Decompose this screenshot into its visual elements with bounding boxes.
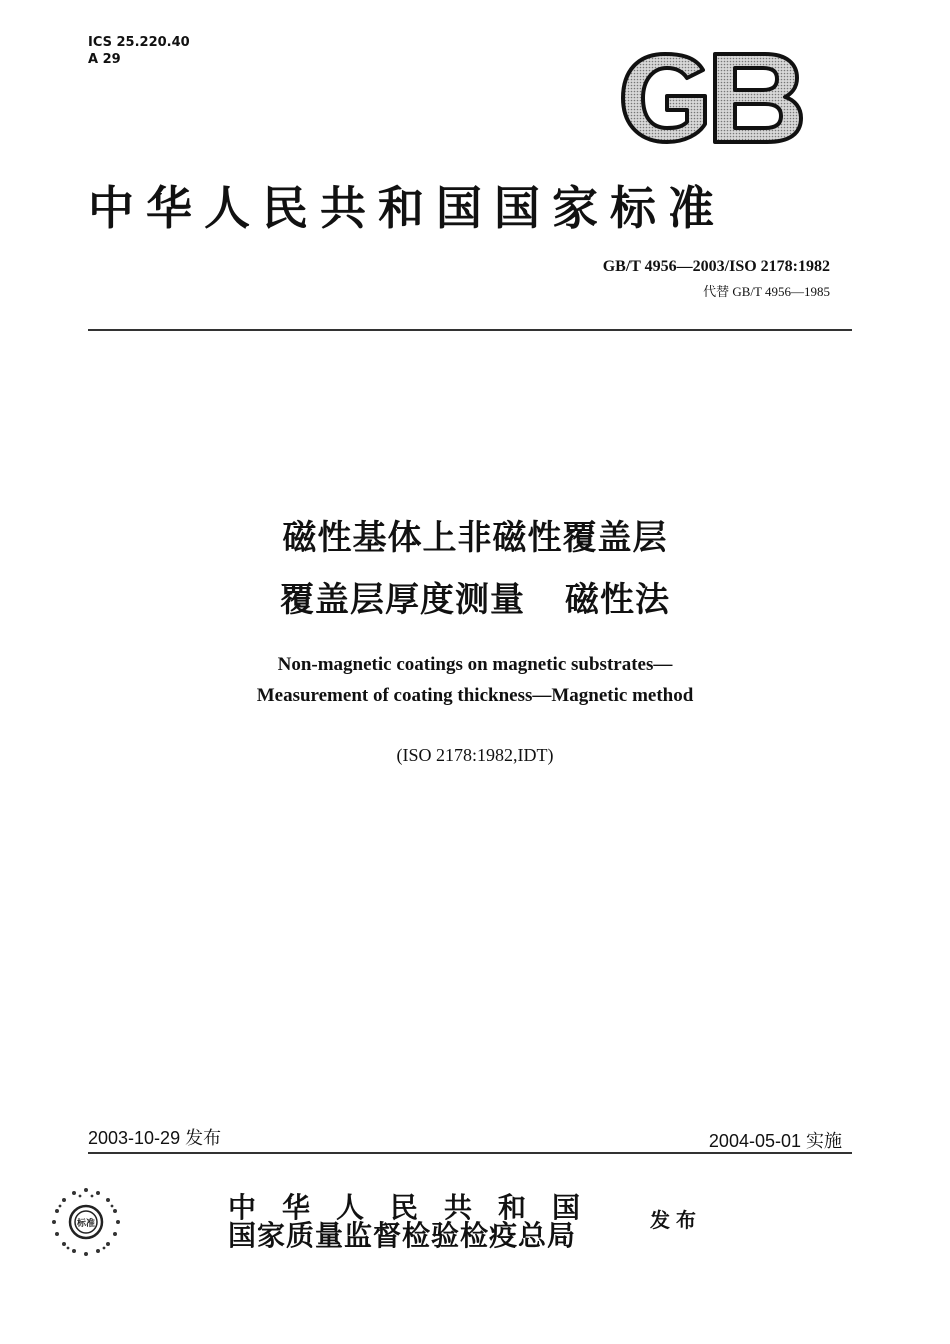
iso-reference: (ISO 2178:1982,IDT) — [396, 745, 554, 765]
issue-date: 2003-10-29 发布 — [88, 1128, 222, 1148]
standard-number: GB/T 4956—2003/ISO 2178:1982 — [602, 258, 830, 275]
issuer-action: 发布 — [650, 1210, 702, 1232]
title-en-line2: Measurement of coating thickness—Magnetic method — [256, 685, 694, 706]
agency-seal-icon — [48, 1184, 124, 1260]
seal-text: 标准 — [76, 1219, 96, 1229]
top-divider — [88, 329, 852, 331]
issuer-line1: 中华人民共和国 — [228, 1193, 607, 1224]
gb-logo — [615, 48, 805, 148]
replaces-standard: 代替 GB/T 4956—1985 — [703, 284, 830, 299]
classification-codes — [88, 34, 190, 68]
title-cn-line2 — [0, 572, 950, 621]
implementation-date: 2004-05-01 实施 — [708, 1131, 842, 1151]
standard-type-title: 中华人民共和国国家标准 — [88, 183, 726, 234]
ccs-code: A 29 — [88, 52, 121, 67]
title-cn-line2-part1: 覆盖层厚度测量 — [280, 581, 525, 619]
title-cn-line2-part2: 磁性法 — [565, 581, 670, 619]
title-cn-line1: 磁性基体上非磁性覆盖层 — [282, 519, 668, 557]
bottom-divider — [88, 1152, 852, 1154]
issuer-line2: 国家质量监督检验检疫总局 — [228, 1221, 577, 1252]
title-en-line1: Non-magnetic coatings on magnetic substrates— — [277, 654, 673, 675]
ics-code: ICS 25.220.40 — [88, 35, 190, 50]
